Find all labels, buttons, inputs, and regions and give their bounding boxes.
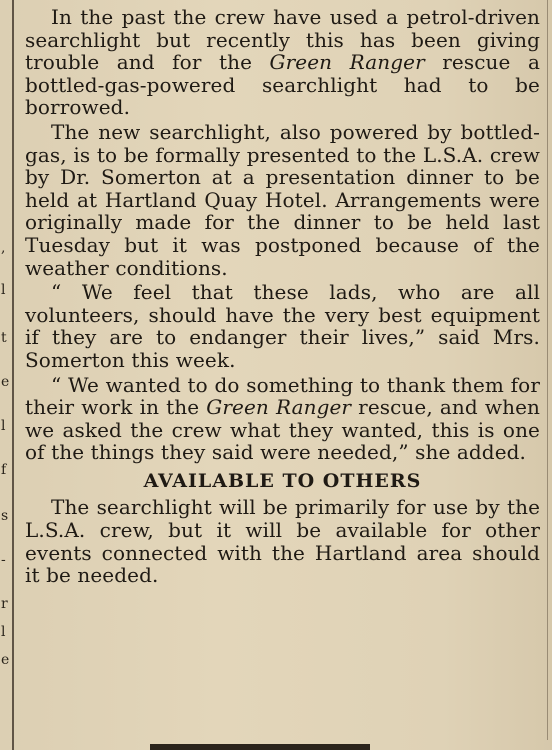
fragment-text: , <box>1 240 6 256</box>
paragraph-4-quote <box>25 374 540 464</box>
ship-name: Green Ranger <box>269 50 425 75</box>
paragraph-1-text-b: rescue a bottled-gas-powered searchlight had to be borrowed. <box>25 50 540 120</box>
ship-name: Green Ranger <box>206 395 352 420</box>
fragment-text: f <box>1 462 7 478</box>
paragraph-1-text-a: In the past the crew have used a petrol-driven searchlight but recently this has been giving trouble and for the <box>25 5 540 75</box>
fragment-text: l <box>1 418 6 434</box>
paragraph-3-quote: “ We feel that these lads, who are all volunteers, should have the very best equipment if they are to endanger their lives,” said Mrs. Somerton this week. <box>25 280 540 372</box>
paragraph-5: The searchlight will be primarily for use by the L.S.A. crew, but it will be available for other events connected with the Hartland area should it be needed. <box>25 495 540 588</box>
fragment-text: l <box>1 624 6 640</box>
adjacent-column-fragments <box>0 0 10 750</box>
article-body <box>25 6 540 587</box>
fragment-text: s <box>1 508 9 524</box>
fragment-text: - <box>1 552 6 568</box>
fragment-text: r <box>1 596 8 612</box>
paragraph-1 <box>25 6 540 119</box>
next-headline-bar <box>150 744 370 750</box>
fragment-text: t <box>1 330 7 346</box>
column-divider-right <box>547 0 548 740</box>
section-subheading: AVAILABLE TO OTHERS <box>143 469 422 492</box>
column-divider-left <box>12 0 14 750</box>
paragraph-4-text-b: rescue, and when we asked the crew what they wanted, this is one of the things they said were needed,” she added. <box>25 395 540 465</box>
fragment-text: l <box>1 282 6 298</box>
fragment-text: e <box>1 652 10 668</box>
paragraph-4-text-a: “ We wanted to do something to thank them for their work in the <box>25 372 540 420</box>
fragment-text: e <box>1 374 10 390</box>
paragraph-2: The new searchlight, also powered by bottled-gas, is to be formally presented to the L.S.A. crew by Dr. Somerton at a presentation dinner to be held at Hartland Quay Hotel. Arrangements were originally made for the dinner to be held last Tuesday but it was postponed because of the weather conditions. <box>25 119 540 280</box>
